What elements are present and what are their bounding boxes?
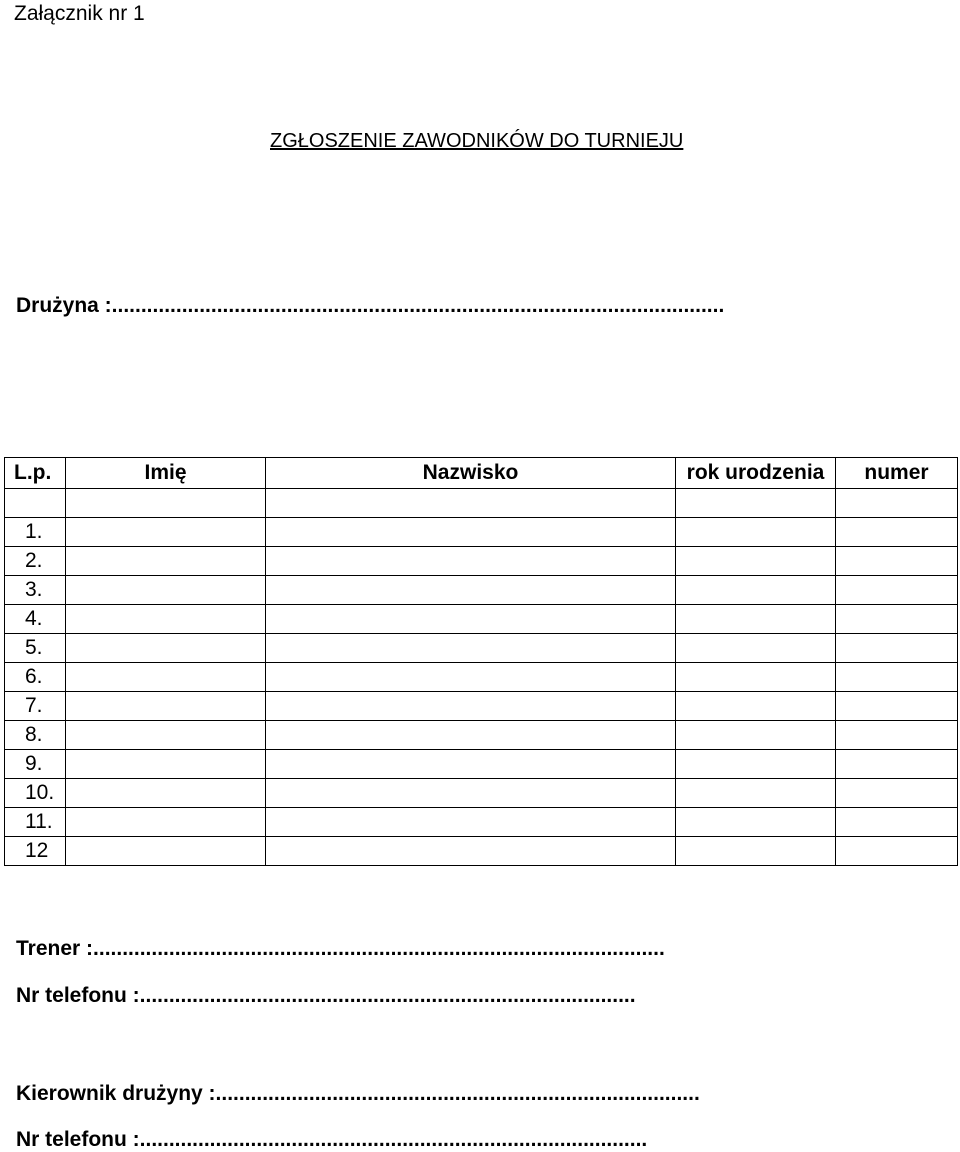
birth-year-cell[interactable] (676, 518, 836, 547)
birth-year-cell[interactable] (676, 779, 836, 808)
trainer-phone-field[interactable]: Nr telefonu :..................................................................................... (16, 984, 636, 1007)
table-row (5, 692, 958, 721)
table-row (5, 576, 958, 605)
first-name-cell[interactable] (66, 605, 266, 634)
number-cell[interactable] (836, 634, 958, 663)
birth-year-cell[interactable] (676, 576, 836, 605)
row-number: 5. (5, 634, 66, 663)
first-name-cell[interactable] (66, 837, 266, 866)
row-number: 2. (5, 547, 66, 576)
row-number: 1. (5, 518, 66, 547)
first-name-cell[interactable] (66, 547, 266, 576)
last-name-cell[interactable] (266, 779, 676, 808)
manager-field[interactable]: Kierownik drużyny :................................................................................... (16, 1082, 700, 1105)
last-name-cell[interactable] (266, 663, 676, 692)
header-number: numer (836, 458, 958, 489)
last-name-cell[interactable] (266, 750, 676, 779)
row-number: 6. (5, 663, 66, 692)
table-header-row (5, 458, 958, 489)
last-name-cell[interactable] (266, 518, 676, 547)
row-number: 7. (5, 692, 66, 721)
last-name-cell[interactable] (266, 605, 676, 634)
birth-year-cell[interactable] (676, 750, 836, 779)
row-number: 9. (5, 750, 66, 779)
last-name-cell[interactable] (266, 489, 676, 518)
number-cell[interactable] (836, 605, 958, 634)
first-name-cell[interactable] (66, 634, 266, 663)
row-number: 10. (5, 779, 66, 808)
number-cell[interactable] (836, 837, 958, 866)
manager-phone-field[interactable]: Nr telefonu :....................................................................................... (16, 1128, 648, 1151)
table-row (5, 518, 958, 547)
number-cell[interactable] (836, 808, 958, 837)
row-number: 12 (5, 837, 66, 866)
table-row (5, 489, 958, 518)
number-cell[interactable] (836, 489, 958, 518)
players-table (4, 457, 958, 866)
first-name-cell[interactable] (66, 750, 266, 779)
birth-year-cell[interactable] (676, 489, 836, 518)
row-number: 3. (5, 576, 66, 605)
attachment-label: Załącznik nr 1 (14, 2, 145, 25)
first-name-cell[interactable] (66, 663, 266, 692)
first-name-cell[interactable] (66, 692, 266, 721)
birth-year-cell[interactable] (676, 547, 836, 576)
number-cell[interactable] (836, 779, 958, 808)
page-title: ZGŁOSZENIE ZAWODNIKÓW DO TURNIEJU (270, 130, 684, 152)
table-row (5, 547, 958, 576)
last-name-cell[interactable] (266, 634, 676, 663)
header-first-name: Imię (66, 458, 266, 489)
birth-year-cell[interactable] (676, 837, 836, 866)
number-cell[interactable] (836, 750, 958, 779)
number-cell[interactable] (836, 547, 958, 576)
table-row (5, 634, 958, 663)
first-name-cell[interactable] (66, 489, 266, 518)
birth-year-cell[interactable] (676, 663, 836, 692)
first-name-cell[interactable] (66, 808, 266, 837)
table-row (5, 721, 958, 750)
first-name-cell[interactable] (66, 779, 266, 808)
table-row (5, 750, 958, 779)
birth-year-cell[interactable] (676, 605, 836, 634)
table-row (5, 605, 958, 634)
birth-year-cell[interactable] (676, 721, 836, 750)
birth-year-cell[interactable] (676, 808, 836, 837)
first-name-cell[interactable] (66, 518, 266, 547)
first-name-cell[interactable] (66, 721, 266, 750)
number-cell[interactable] (836, 721, 958, 750)
last-name-cell[interactable] (266, 576, 676, 605)
birth-year-cell[interactable] (676, 692, 836, 721)
team-field[interactable]: Drużyna :......................................................................................................... (16, 294, 725, 317)
last-name-cell[interactable] (266, 547, 676, 576)
number-cell[interactable] (836, 692, 958, 721)
number-cell[interactable] (836, 663, 958, 692)
row-number (5, 489, 66, 518)
row-number: 4. (5, 605, 66, 634)
table-row (5, 779, 958, 808)
number-cell[interactable] (836, 576, 958, 605)
table-row (5, 837, 958, 866)
table-row (5, 808, 958, 837)
birth-year-cell[interactable] (676, 634, 836, 663)
last-name-cell[interactable] (266, 808, 676, 837)
row-number: 11. (5, 808, 66, 837)
header-last-name: Nazwisko (266, 458, 676, 489)
table-row (5, 663, 958, 692)
trainer-field[interactable]: Trener :.................................................................................................. (16, 937, 665, 960)
header-lp: L.p. (5, 458, 66, 489)
last-name-cell[interactable] (266, 837, 676, 866)
last-name-cell[interactable] (266, 721, 676, 750)
header-birth-year: rok urodzenia (676, 458, 836, 489)
first-name-cell[interactable] (66, 576, 266, 605)
number-cell[interactable] (836, 518, 958, 547)
row-number: 8. (5, 721, 66, 750)
last-name-cell[interactable] (266, 692, 676, 721)
